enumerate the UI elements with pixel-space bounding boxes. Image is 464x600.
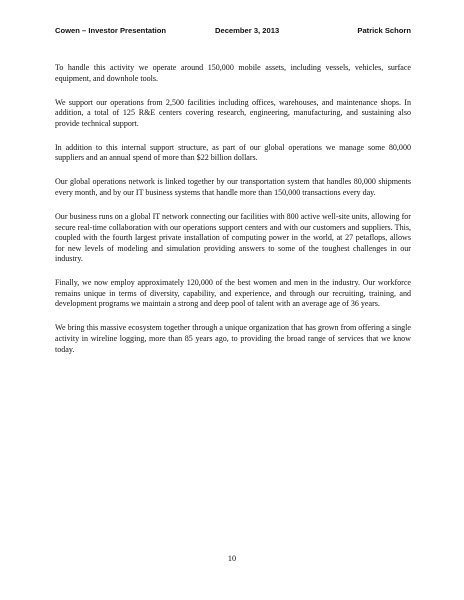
page-number: 10 [227,554,237,563]
paragraph-workforce: Finally, we now employ approximately 120,000 of the best women and men in the industry. Our workforce remains unique in terms of diversity, capability, and experience, and through our recruiting, training, and development programs we maintain a strong and deep pool of talent with an average age of 36 years. [55,278,411,309]
header-date: December 3, 2013 [215,26,280,35]
paragraph-suppliers: In addition to this internal support structure, as part of our global operations we manage some 80,000 suppliers and an annual spend of more than $22 billion dollars. [55,142,411,163]
paragraph-ecosystem: We bring this massive ecosystem together through a unique organization that has grown from offering a single activity in wireline logging, more than 85 years ago, to providing the broad range of services that we know today. [55,323,411,354]
header-presentation-title: Cowen – Investor Presentation [55,26,166,35]
page-header [55,26,411,40]
paragraph-it-network: Our business runs on a global IT network connecting our facilities with 800 active well-site units, allowing for secure real-time collaboration with our operations support centers and with our customers and suppliers. This, coupled with the fourth largest private installation of computing power in the world, at 27 petaflops, allows for new levels of modeling and simulation providing answers to some of the toughest challenges in our industry. [55,211,411,264]
document-body [55,63,411,369]
paragraph-facilities: We support our operations from 2,500 facilities including offices, warehouses, and maintenance shops. In addition, a total of 125 R&E centers covering research, engineering, manufacturing, and sustaining also provide technical support. [55,97,411,128]
header-speaker-name: Patrick Schorn [357,26,411,35]
paragraph-operations-network: Our global operations network is linked together by our transportation system that handles 80,000 shipments every month, and by our IT business systems that handle more than 150,000 transactions every day. [55,177,411,197]
paragraph-mobile-assets: To handle this activity we operate around 150,000 mobile assets, including vessels, vehicles, surface equipment, and downhole tools. [55,63,411,83]
